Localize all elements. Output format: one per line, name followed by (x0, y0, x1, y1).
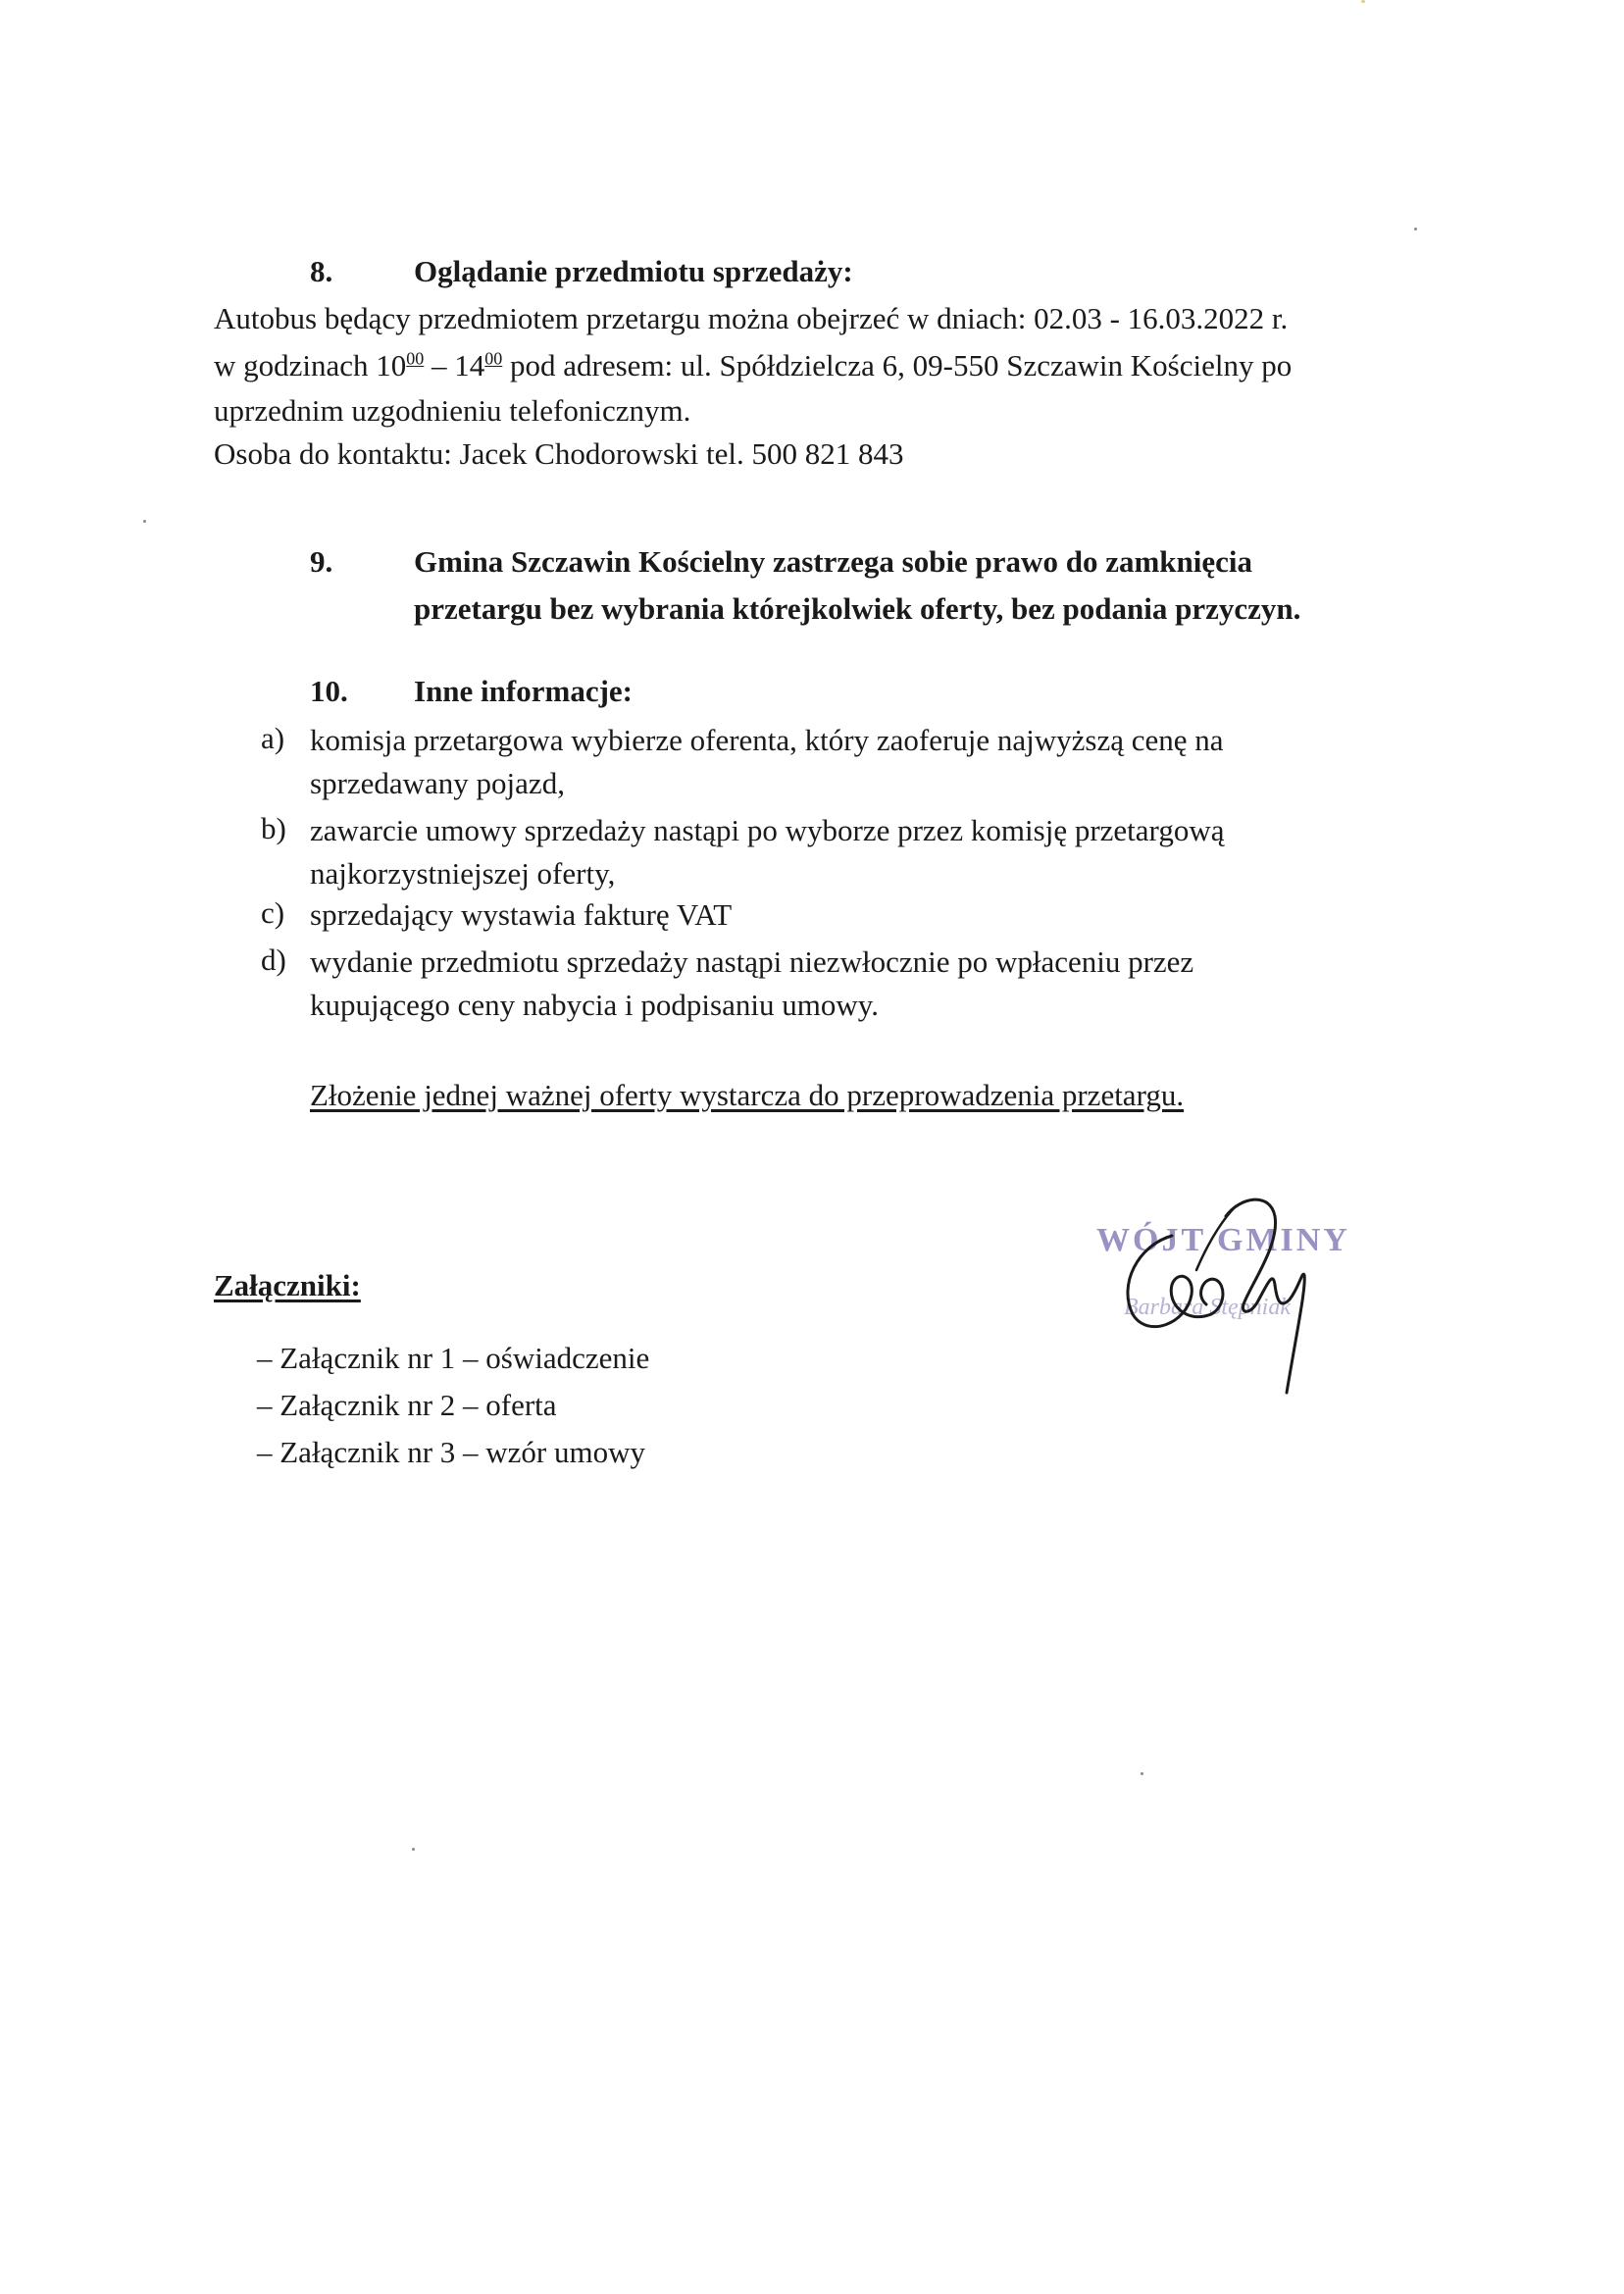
list-item-line: sprzedający wystawia fakturę VAT (310, 897, 733, 932)
section-9-line-1: Gmina Szczawin Kościelny zastrzega sobie prawo do zamknięcia (414, 544, 1252, 579)
list-item-letter: b) (261, 811, 286, 845)
list-item-line: wydanie przedmiotu sprzedaży nastąpi niezwłocznie po wpłaceniu przez (310, 944, 1194, 979)
important-note: Złożenie jednej ważnej oferty wystarcza do przeprowadzenia przetargu. (310, 1078, 1185, 1112)
scan-speck (143, 520, 146, 523)
attachment-item: – Załącznik nr 2 – oferta (257, 1388, 557, 1422)
section-8-heading: Oglądanie przedmiotu sprzedaży: (414, 254, 853, 288)
list-item-letter: a) (261, 721, 285, 755)
handwritten-signature (1079, 1177, 1373, 1402)
scan-speck (1414, 228, 1417, 230)
section-8-line-4: Osoba do kontaktu: Jacek Chodorowski tel. 500 821 843 (214, 436, 904, 471)
list-item-line: najkorzystniejszej oferty, (310, 856, 616, 891)
list-item-letter: c) (261, 895, 285, 930)
section-8-line-1: Autobus będący przedmiotem przetargu można obejrzeć w dniach: 02.03 - 16.03.2022 r. (214, 301, 1289, 335)
section-10-number: 10. (310, 674, 348, 708)
section-10-heading: Inne informacje: (414, 674, 633, 708)
scan-speck (1361, 0, 1365, 3)
list-item-line: zawarcie umowy sprzedaży nastąpi po wyborze przez komisję przetargową (310, 813, 1225, 847)
scan-speck (1141, 1772, 1143, 1775)
scan-speck (412, 1848, 415, 1851)
list-item-line: sprzedawany pojazd, (310, 766, 565, 800)
section-8-number: 8. (310, 254, 333, 288)
section-8-line-3: uprzednim uzgodnieniu telefonicznym. (214, 393, 691, 428)
section-9-line-2: przetargu bez wybrania którejkolwiek oferty, bez podania przyczyn. (414, 591, 1301, 626)
section-8-line-2: w godzinach $10^{00} - 14^{00}$ pod adresem: ul. Spółdzielcza 6, 09-550 Szczawin Kościelny po (214, 348, 1293, 382)
list-item-letter: d) (261, 943, 286, 977)
attachment-item: – Załącznik nr 1 – oświadczenie (257, 1341, 650, 1375)
stamp-name: Barbara Stępniak (1124, 1295, 1291, 1320)
stamp-title: WÓJT GMINY (1096, 1222, 1350, 1258)
list-item-line: kupującego ceny nabycia i podpisaniu umowy. (310, 988, 879, 1022)
list-item-line: komisja przetargowa wybierze oferenta, który zaoferuje najwyższą cenę na (310, 723, 1224, 757)
section-9-number: 9. (310, 544, 333, 579)
official-stamp (1079, 1177, 1373, 1402)
attachments-heading: Załączniki: (214, 1268, 361, 1302)
attachment-item: – Załącznik nr 3 – wzór umowy (257, 1435, 645, 1469)
